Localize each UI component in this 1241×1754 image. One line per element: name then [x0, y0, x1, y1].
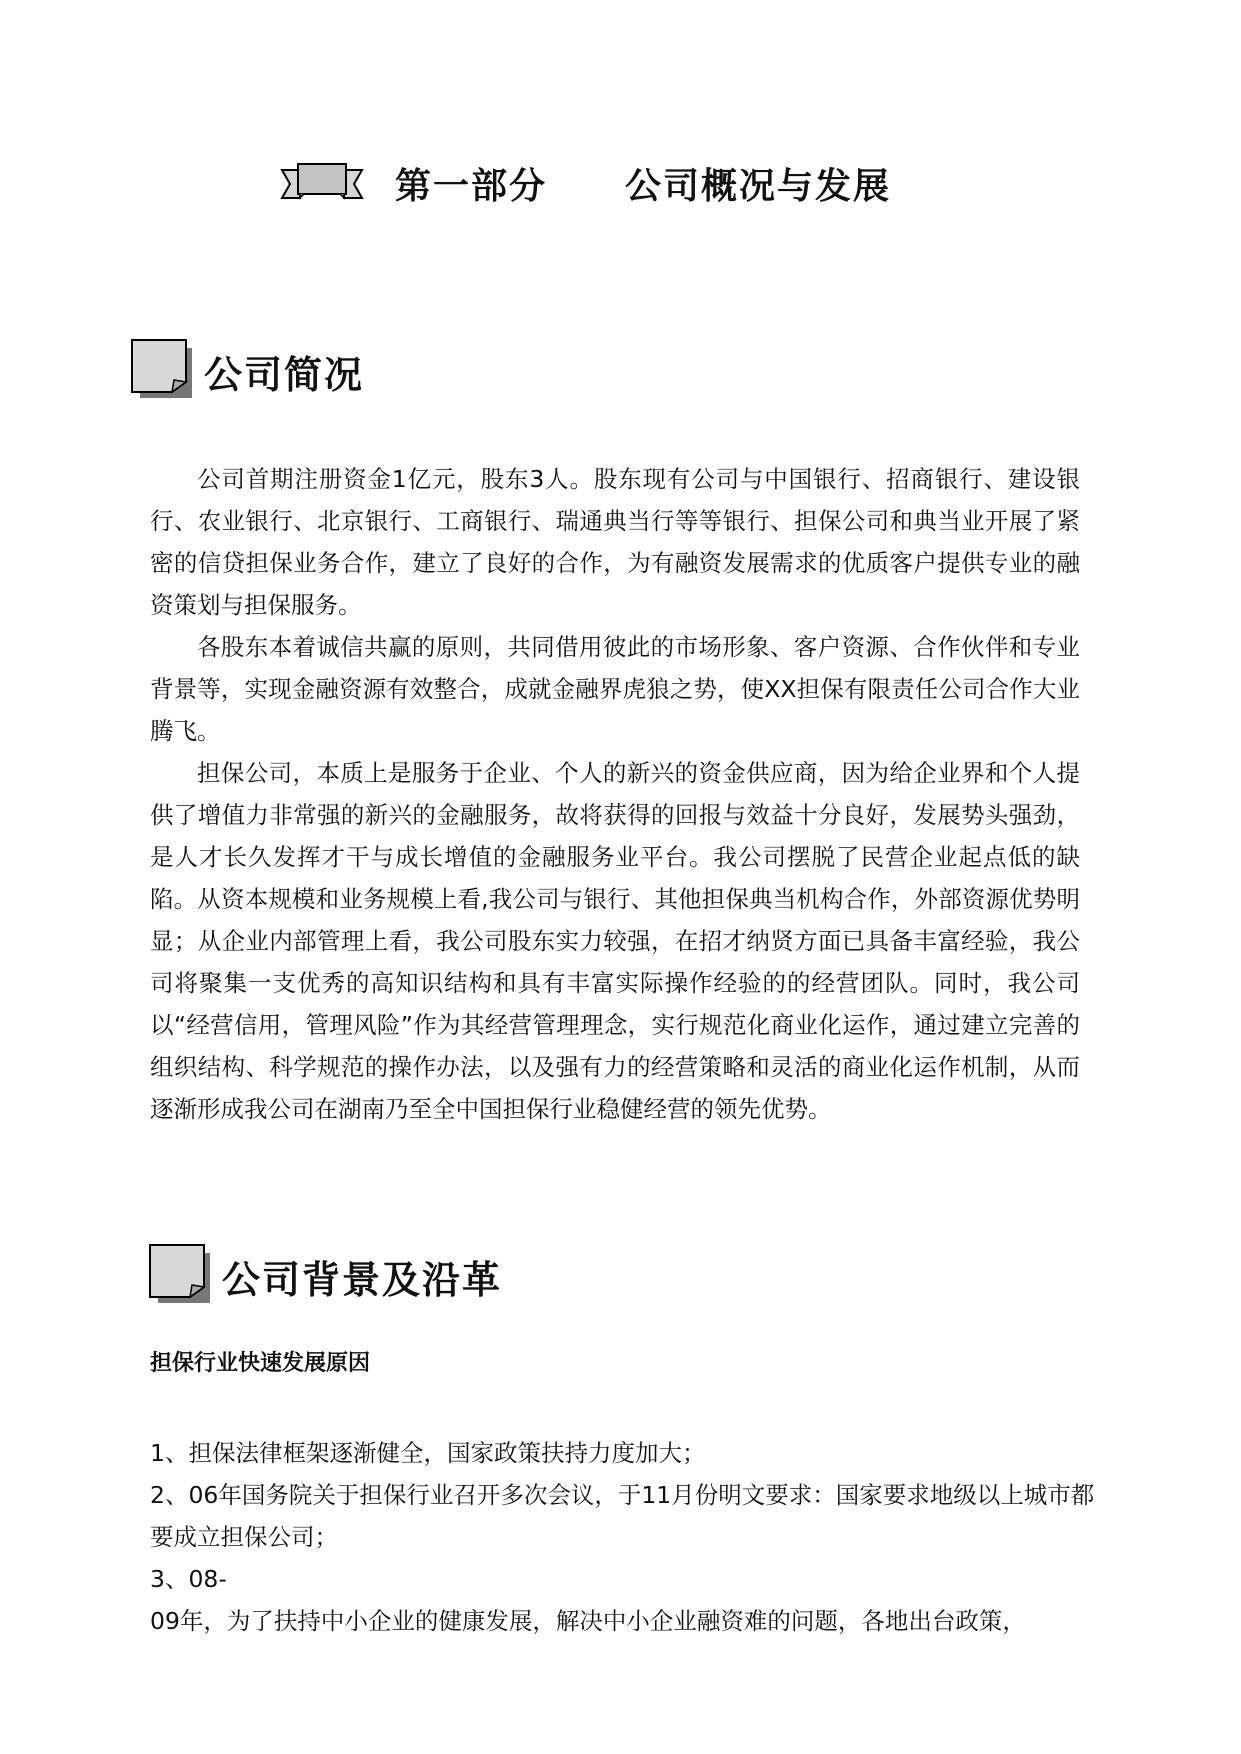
part-number: 第一部分 [395, 166, 548, 207]
list-item: 1、担保法律框架逐渐健全，国家政策扶持力度加大； [150, 1439, 706, 1467]
section-heading-overview [130, 338, 530, 408]
list-item: 3、08- [150, 1565, 227, 1593]
list-item: 09年，为了扶持中小企业的健康发展，解决中小企业融资难的问题，各地出台政策， [150, 1607, 1026, 1635]
paragraph: 公司首期注册资金1亿元，股东3人。股东现有公司与中国银行、招商银行、建设银行、农业银行、北京银行、工商银行、瑞通典当行等等银行、担保公司和典当业开展了紧密的信贷担保业务合作，建立了良好的合作，为有融资发展需求的优质客户提供专业的融资策划与担保服务。 [150, 465, 1080, 619]
section-heading-text: 公司背景及沿革 [222, 1258, 503, 1302]
paragraph: 各股东本着诚信共赢的原则，共同借用彼此的市场形象、客户资源、合作伙伴和专业背景等，实现金融资源有效整合，成就金融界虎狼之势，使XX担保有限责任公司合作大业腾飞。 [150, 633, 1080, 745]
paragraph: 担保公司，本质上是服务于企业、个人的新兴的资金供应商，因为给企业界和个人提供了增值力非常强的新兴的金融服务，故将获得的回报与效益十分良好，发展势头强劲，是人才长久发挥才干与成长增值的金融服务业平台。我公司摆脱了民营企业起点低的缺陷。从资本规模和业务规模上看,我公司与银行、其他担保典当机构合作，外部资源优势明显；从企业内部管理上看，我公司股东实力较强，在招才纳贤方面已具备丰富经验，我公司将聚集一支优秀的高知识结构和具有丰富实际操作经验的的经营团队。同时，我公司以“经营信用，管理风险”作为其经营管理理念，实行规范化商业化运作，通过建立完善的组织结构、科学规范的操作办法，以及强有力的经营策略和灵活的商业化运作机制，从而逐渐形成我公司在湖南乃至全中国担保行业稳健经营的领先优势。 [150, 759, 1080, 1123]
section-heading-text: 公司简况 [204, 353, 365, 397]
part-name: 公司概况与发展 [625, 166, 892, 207]
list-item: 2、06年国务院关于担保行业召开多次会议，于11月份明文要求：国家要求地级以上城市都要成立担保公司； [150, 1481, 1095, 1551]
part-title [280, 150, 980, 210]
folded-page-icon [148, 1243, 212, 1305]
folded-page-icon [130, 338, 194, 400]
subheading: 担保行业快速发展原因 [150, 1351, 371, 1376]
section-heading-background [148, 1243, 648, 1313]
ribbon-banner-icon [280, 162, 364, 202]
